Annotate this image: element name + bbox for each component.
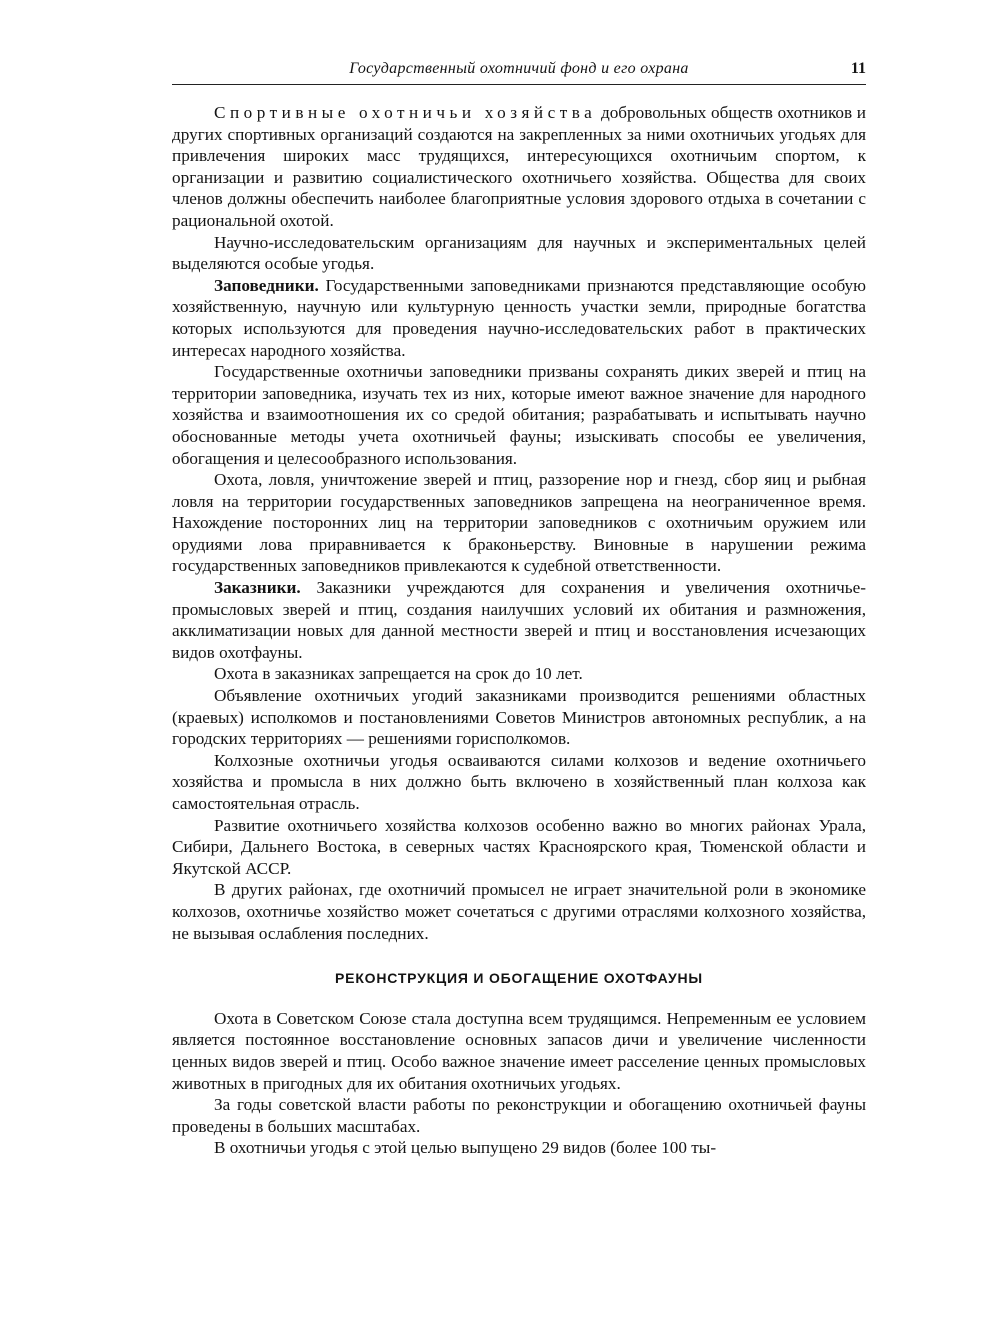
paragraph-section-released: В охотничьи угодья с этой целью выпущено 29 видов (более 100 ты- <box>214 1138 717 1158</box>
body-text <box>172 102 866 1159</box>
paragraph-sanctuary-term: Охота в заказниках запрещается на срок до 10 лет. <box>214 664 583 684</box>
paragraph-sanctuaries: Заказники. Заказники учреждаются для сохранения и увеличения охотничье-промысловых зверей и птиц, создания наилучших условий их обитания и размножения, акклиматизации новых для данной местности зверей и птиц и восстановления исчезающих видов охотфауны. <box>172 578 866 662</box>
paragraph-reserve-goals: Государственные охотничьи заповедники призваны сохранять диких зверей и птиц на территории заповедника, изучать тех из них, которые имеют важное значение для народного хозяйства и взаимоотношения их со средой обитания; разрабатывать и испытывать научно обоснованные методы учета охотничьей фауны; изыскивать способы ее увеличения, обогащения и целесообразного использования. <box>172 362 866 468</box>
paragraph-collective-lands: Колхозные охотничьи угодья осваиваются силами колхозов и ведение охотничьего хозяйства и промысла в них должно быть включено в хозяйственный план колхоза как самостоятельная отрасль. <box>172 750 866 813</box>
running-header <box>172 58 866 85</box>
paragraph-regional-development: Развитие охотничьего хозяйства колхозов особенно важно во многих районах Урала, Сибири, Дальнего Востока, в северных частях Красноярского края, Тюменской области и Якутской АССР. <box>172 815 866 878</box>
paragraph-lead: Заповедники. <box>214 275 319 295</box>
paragraph-sport-farms: Спортивные охотничьи хозяйства добровольных обществ охотников и других спортивных организаций создаются на закрепленных за ними охотничьих угодьях для привлечения широких масс трудящихся, интересующихся охотничьим спортом, к организации и развитию социалистического охотничьего хозяйства. Общества для своих членов должны обеспечить наиболее благоприятные условия здорового отдыха в сочетании с рациональной охотой. <box>172 103 866 230</box>
paragraph-section-intro: Охота в Советском Союзе стала доступна всем трудящимся. Непременным ее условием является постоянное восстановление основных запасов дичи и увеличение численности ценных видов зверей и птиц. Особо важное значение имеет расселение ценных промысловых животных в пригодных для их обитания охотничьих угодьях. <box>172 1008 866 1093</box>
running-title: Государственный охотничий фонд и его охрана <box>349 60 689 77</box>
paragraph-reserve-prohibitions: Охота, ловля, уничтожение зверей и птиц, раззорение нор и гнезд, сбор яиц и рыбная ловля на территории государственных заповедников запрещена на неограниченное время. Нахождение посторонних лиц на территории заповедников с охотничьим оружием или орудиями лова приравнивается к браконьерству. Виновные в нарушении режима государственных заповедников привлекаются к судебной ответственности. <box>172 470 866 576</box>
paragraph-section-works: За годы советской власти работы по реконструкции и обогащению охотничьей фауны проведены в больших масштабах. <box>172 1095 866 1136</box>
paragraph-lead: Спортивные охотничьи хозяйства <box>214 103 597 122</box>
paragraph-sanctuary-declaration: Объявление охотничьих угодий заказниками производится решениями областных (краевых) исполкомов и постановлениями Советов Министров автономных республик, а на городских территориях — решениями горисполкомов. <box>172 686 866 749</box>
paragraph-lead: Заказники. <box>214 578 301 598</box>
section-heading: РЕКОНСТРУКЦИЯ И ОБОГАЩЕНИЕ ОХОТФАУНЫ <box>335 970 703 987</box>
paragraph-other-regions: В других районах, где охотничий промысел не играет значительной роли в экономике колхозов, охотничье хозяйство может сочетаться с другими отраслями колхозного хозяйства, не вызывая ослабления последних. <box>172 880 866 943</box>
paragraph-research-lands: Научно-исследовательским организациям для научных и экспериментальных целей выделяются особые угодья. <box>172 232 866 274</box>
page-number: 11 <box>850 60 866 77</box>
paragraph-reserves: Заповедники. Государственными заповедниками признаются представляющие особую хозяйственную, научную или культурную ценность участки земли, природные богатства которых используются для проведения научно-исследовательских работ в практических интересах народного хозяйства. <box>172 275 866 360</box>
